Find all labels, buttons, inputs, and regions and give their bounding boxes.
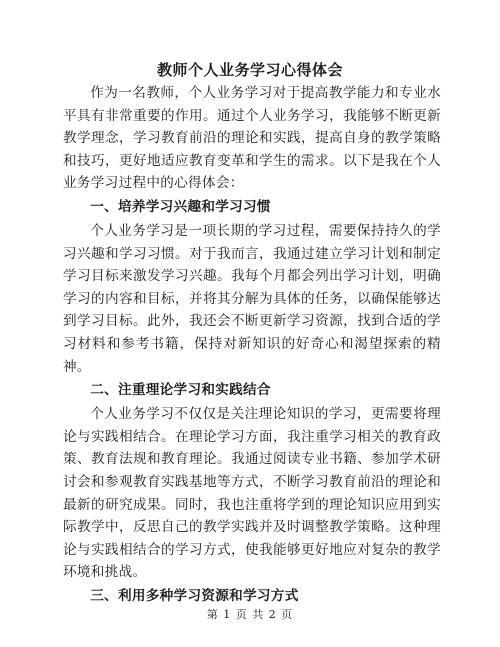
section-heading-3: 三、利用多种学习资源和学习方式 (90, 587, 299, 604)
intro-paragraph: 作为一名教师，个人业务学习对于提高教学能力和专业水平具有非常重要的作用。通过个人业务学习，我能够不断更新教学理念，学习教育前沿的理论和实践，提高自身的教学策略和技巧，更好地适应教育变革和学生的需求。以下是我在个人业务学习过程中的心得体会： (63, 85, 441, 192)
section-paragraph-1: 个人业务学习是一项长期的学习过程，需要保持持久的学习兴趣和学习习惯。对于我而言，我通过建立学习计划和制定学习目标来激发学习兴趣。我每个月都会列出学习计划，明确学习的内容和目标，并将其分解为具体的任务，以确保能够达到学习目标。此外，我还会不断更新学习资源，找到合适的学习材料和参考书籍，保持对新知识的好奇心和渴望探索的精神。 (63, 222, 441, 375)
document-title: 教师个人业务学习心得体会 (156, 61, 343, 79)
section-heading-2: 二、注重理论学习和实践结合 (90, 382, 271, 399)
section-paragraph-2: 个人业务学习不仅仅是关注理论知识的学习，更需要将理论与实践相结合。在理论学习方面，我注重学习相关的教育政策、教育法规和教育理论。我通过阅读专业书籍、参加学术研讨会和参观教育实践基地等方式，不断学习教育前沿的理论和最新的研究成果。同时，我也注重将学到的理论知识应用到实际教学中，反思自己的教学实践并及时调整教学策略。这种理论与实践相结合的学习方式，使我能够更好地应对复杂的教学环境和挑战。 (63, 406, 441, 581)
section-heading-1: 一、培养学习兴趣和学习习惯 (90, 198, 271, 215)
document-body (63, 82, 441, 609)
page-footer: 第 1 页 共 2 页 (206, 608, 294, 621)
